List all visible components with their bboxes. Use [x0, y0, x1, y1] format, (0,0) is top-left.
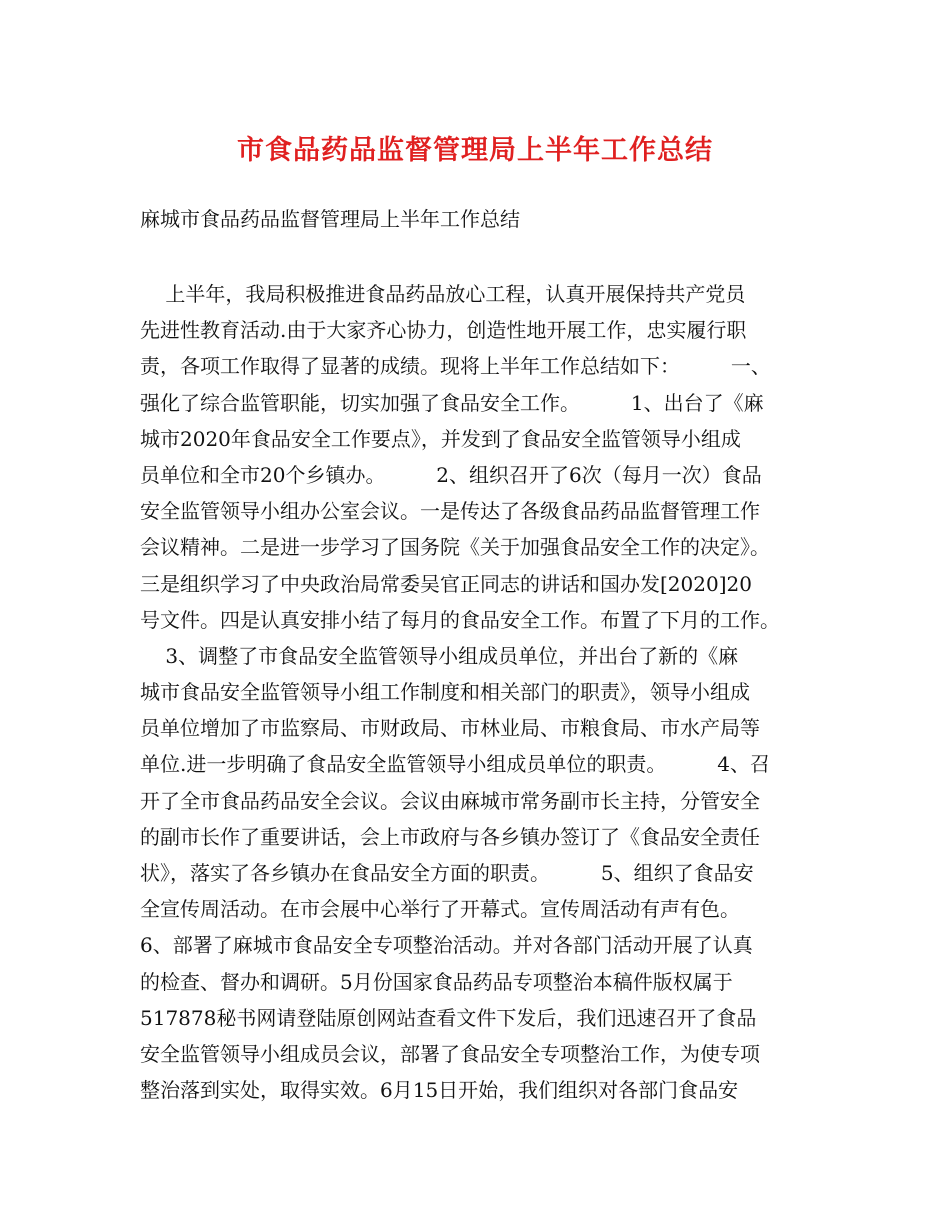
body-line: 员单位增加了市监察局、市财政局、市林业局、市粮食局、市水产局等: [140, 716, 760, 741]
body-line: 安全监管领导小组办公室会议。一是传达了各级食品药品监督管理工作: [140, 499, 760, 524]
body-line: 先进性教育活动.由于大家齐心协力，创造性地开展工作，忠实履行职: [140, 318, 747, 343]
body-line: 城市食品安全监管领导小组工作制度和相关部门的职责》，领导小组成: [140, 680, 750, 705]
body-line: 的副市长作了重要讲话，会上市政府与各乡镇办签订了《食品安全责任: [140, 824, 760, 849]
body-line: 三是组织学习了中央政治局常委吴官正同志的讲话和国办发[2020]20: [140, 571, 752, 596]
body-line: 全宣传周活动。在市会展中心举行了开幕式。宣传周活动有声有色。: [140, 897, 740, 922]
body-line: 员单位和全市20个乡镇办。 2、组织召开了6次（每月一次）食品: [140, 462, 762, 487]
body-line: 3、调整了市食品安全监管领导小组成员单位，并出台了新的《麻: [140, 643, 739, 668]
body-line: 开了全市食品药品安全会议。会议由麻城市常务副市长主持，分管安全: [140, 788, 760, 813]
body-line: 责，各项工作取得了显著的成绩。现将上半年工作总结如下： 一、: [140, 354, 771, 379]
body-line: 状》，落实了各乡镇办在食品安全方面的职责。 5、组织了食品安: [140, 861, 754, 885]
body-line: 的检查、督办和调研。5月份国家食品药品专项整治本稿件版权属于: [140, 969, 733, 994]
body-line: 强化了综合监管职能，切实加强了食品安全工作。 1、出台了《麻: [140, 390, 764, 415]
body-line: 6、部署了麻城市食品安全专项整治活动。并对各部门活动开展了认真: [140, 933, 753, 958]
document-subtitle: 麻城市食品药品监督管理局上半年工作总结: [140, 207, 520, 231]
document-body: [140, 276, 830, 1108]
body-line: 城市2020年食品安全工作要点》，并发到了食品安全监管领导小组成: [140, 426, 741, 451]
body-line: 517878秘书网请登陆原创网站查看文件下发后，我们迅速召开了食品: [140, 1005, 757, 1030]
body-line: 整治落到实处，取得实效。6月15日开始，我们组织对各部门食品安: [140, 1078, 739, 1103]
body-line: 上半年，我局积极推进食品药品放心工程，认真开展保持共产党员: [140, 282, 746, 306]
body-line: 安全监管领导小组成员会议，部署了食品安全专项整治工作，为使专项: [140, 1041, 760, 1066]
body-line: 单位.进一步明确了食品安全监管领导小组成员单位的职责。 4、召: [140, 752, 770, 777]
body-line: 会议精神。二是进一步学习了国务院《关于加强食品安全工作的决定》。: [140, 535, 770, 560]
body-line: 号文件。四是认真安排小结了每月的食品安全工作。布置了下月的工作。: [140, 607, 780, 632]
document-title: 市食品药品监督管理局上半年工作总结: [237, 135, 713, 166]
